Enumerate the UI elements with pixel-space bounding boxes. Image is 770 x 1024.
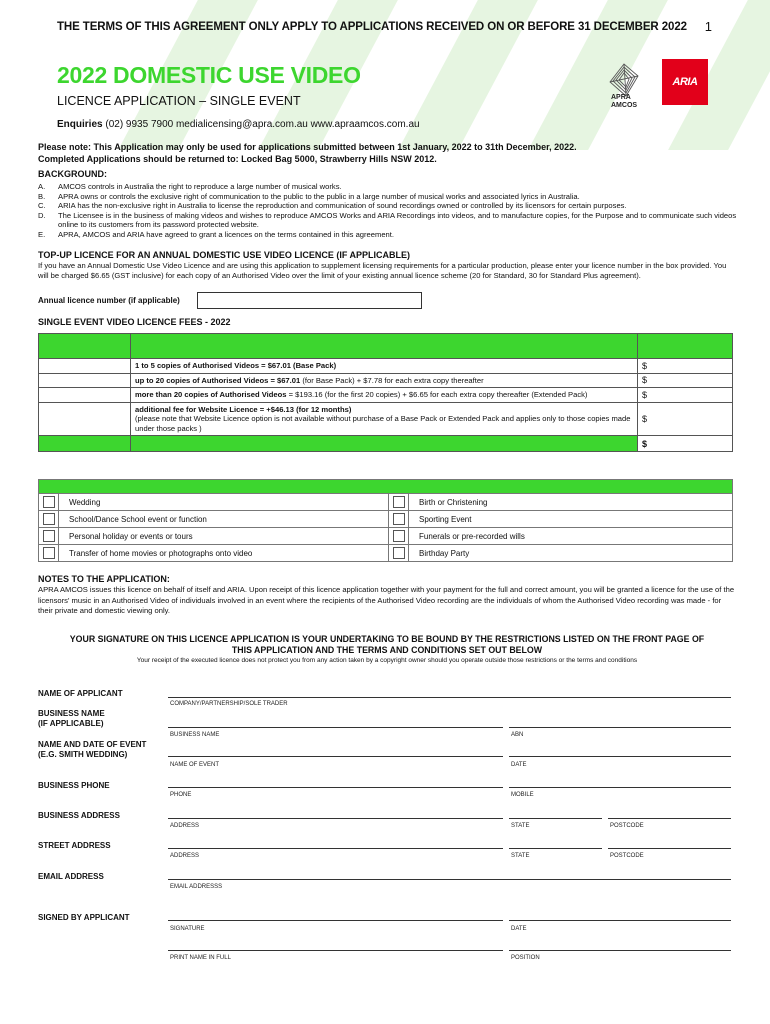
- mobile-field[interactable]: [509, 787, 731, 788]
- business-name-field[interactable]: [168, 727, 503, 728]
- fee-checkbox-cell[interactable]: [39, 388, 131, 403]
- fees-header-row: [39, 334, 733, 359]
- annual-licence-input[interactable]: [197, 292, 422, 309]
- applicant-name-field[interactable]: [168, 697, 731, 698]
- fee-checkbox-cell[interactable]: [39, 402, 131, 436]
- table-row: [39, 494, 733, 511]
- table-row: [39, 528, 733, 545]
- event-label: Transfer of home movies or photographs onto video: [59, 545, 389, 562]
- business-name-label: BUSINESS NAME (IF APPLICABLE): [38, 709, 105, 728]
- fee-amount-cell[interactable]: $: [638, 402, 733, 436]
- event-type-table: [38, 479, 733, 562]
- email-field[interactable]: [168, 879, 731, 880]
- annual-licence-label: Annual licence number (if applicable): [38, 296, 180, 305]
- fee-amount-cell[interactable]: $: [638, 359, 733, 374]
- apra-amcos-logo-text: APRA AMCOS: [611, 94, 638, 109]
- event-label: Funerals or pre-recorded wills: [409, 528, 733, 545]
- topup-body: If you have an Annual Domestic Use Video Licence and are using this application to supplement licensing requirements for a particular production, please enter your licence number in the box provided. You will be charged $6.65 (GST inclusive) for each copy of an Authorised Video over the limit of your existing annual licence scheme (20 for Standard, 30 for Standard Plus agreement).: [38, 261, 727, 280]
- event-label-field: NAME AND DATE OF EVENT (E.G. SMITH WEDDING): [38, 740, 147, 759]
- field-caption: ADDRESS: [170, 823, 200, 829]
- event-checkbox[interactable]: [393, 513, 405, 525]
- signature-field[interactable]: [168, 920, 503, 921]
- business-postcode-field[interactable]: [608, 818, 731, 819]
- enquiries-label: Enquiries: [57, 119, 103, 130]
- notes-body: APRA AMCOS issues this licence on behalf of itself and ARIA. Upon receipt of this licence application together with your payment for the full and correct amount, you will be granted a licence for the use of the licensors' music in an Authorised Video of individuals involved in an event where the recipients of the Authorised Video recording are the individuals of whom the Authorised Video recording was made - for their private and domestic viewing only.: [38, 585, 735, 615]
- field-caption: COMPANY/PARTNERSHIP/SOLE TRADER: [170, 701, 288, 707]
- abn-field[interactable]: [509, 727, 731, 728]
- street-address-field[interactable]: [168, 848, 503, 849]
- event-checkbox[interactable]: [393, 530, 405, 542]
- list-item: D. The Licensee is in the business of making videos and wishes to reproduce AMCOS Works and ARIA Recordings into videos, and to manufacture copies, for the Purpose and to communicate such videos online to its customers from its password protected website.: [38, 210, 737, 230]
- signature-date-field[interactable]: [509, 920, 731, 921]
- signed-by-applicant-label: SIGNED BY APPLICANT: [38, 913, 130, 922]
- fees-heading: SINGLE EVENT VIDEO LICENCE FEES - 2022: [38, 317, 231, 327]
- fee-checkbox-cell[interactable]: [39, 373, 131, 388]
- background-list: [38, 182, 738, 240]
- field-caption: BUSINESS NAME: [170, 732, 220, 738]
- field-caption: ADDRESS: [170, 853, 200, 859]
- field-caption: DATE: [511, 926, 527, 932]
- field-caption: POSTCODE: [610, 823, 644, 829]
- event-label: Wedding: [59, 494, 389, 511]
- email-address-label: EMAIL ADDRESS: [38, 872, 104, 881]
- event-checkbox[interactable]: [393, 547, 405, 559]
- field-caption: STATE: [511, 823, 530, 829]
- event-label: Birth or Christening: [409, 494, 733, 511]
- table-row: [39, 545, 733, 562]
- event-label: Personal holiday or events or tours: [59, 528, 389, 545]
- event-label: Birthday Party: [409, 545, 733, 562]
- business-address-label: BUSINESS ADDRESS: [38, 811, 120, 820]
- field-caption: DATE: [511, 762, 527, 768]
- street-address-label: STREET ADDRESS: [38, 841, 111, 850]
- table-row: more than 20 copies of Authorised Videos = $193.16 (for the first 20 copies) + $6.65 for each extra copy thereafter (Extended Pack) $: [39, 388, 733, 403]
- event-checkbox[interactable]: [43, 530, 55, 542]
- list-item: E. APRA, AMCOS and ARIA have agreed to grant a licences on the terms contained in this agreement.: [38, 229, 395, 239]
- document-title: 2022 DOMESTIC USE VIDEO: [57, 62, 361, 88]
- application-note: Please note: This Application may only be used for applications submitted between 1st January, 2022 to 31th December, 2022. Completed Applications should be returned to: Locked Bag 5000, Strawberry Hills NSW 2012.: [38, 142, 577, 164]
- fees-table: [38, 333, 733, 452]
- name-of-applicant-label: NAME OF APPLICANT: [38, 689, 123, 698]
- table-row: 1 to 5 copies of Authorised Videos = $67.01 (Base Pack) $: [39, 359, 733, 374]
- field-caption: MOBILE: [511, 792, 534, 798]
- list-item: C. ARIA has the non-exclusive right in Australia to license the reproduction and communication of sound recordings owned or controlled by its licensors for certain purposes.: [38, 201, 627, 211]
- list-item: A. AMCOS controls in Australia the right to reproduce a large number of musical works.: [38, 182, 342, 191]
- signature-undertaking: YOUR SIGNATURE ON THIS LICENCE APPLICATION IS YOUR UNDERTAKING TO BE BOUND BY THE RESTRICTIONS LISTED ON THE FRONT PAGE OF THIS APPLICATION AND THE TERMS AND CONDITIONS SET OUT BELOW: [69, 634, 705, 655]
- fee-amount-cell[interactable]: $: [638, 388, 733, 403]
- event-date-field[interactable]: [509, 756, 731, 757]
- field-caption: POSITION: [511, 955, 540, 961]
- enquiries-contacts: (02) 9935 7900 medialicensing@apra.com.au www.apraamcos.com.au: [105, 119, 420, 130]
- event-label: School/Dance School event or function: [59, 511, 389, 528]
- field-caption: ABN: [511, 732, 524, 738]
- field-caption: PHONE: [170, 792, 192, 798]
- event-checkbox[interactable]: [393, 496, 405, 508]
- aria-logo: ARIA: [662, 59, 708, 105]
- event-header-row: [39, 480, 733, 494]
- notes-heading: NOTES TO THE APPLICATION:: [38, 574, 170, 584]
- enquiries-line: [57, 119, 420, 130]
- event-label: Sporting Event: [409, 511, 733, 528]
- position-field[interactable]: [509, 950, 731, 951]
- fees-total-row: [39, 436, 733, 452]
- business-phone-label: BUSINESS PHONE: [38, 781, 110, 790]
- field-caption: STATE: [511, 853, 530, 859]
- field-caption: EMAIL ADDRESSS: [170, 884, 223, 890]
- list-item: B. APRA owns or controls the exclusive right of communication to the public to the public in a large number of musical works and associated lyrics in Australia.: [38, 191, 580, 201]
- street-state-field[interactable]: [509, 848, 602, 849]
- business-address-field[interactable]: [168, 818, 503, 819]
- event-checkbox[interactable]: [43, 496, 55, 508]
- signature-disclaimer: Your receipt of the executed licence does not protect you from any action taken by a copyright owner should you operate outside those restrictions or the terms and conditions: [136, 657, 638, 664]
- fee-checkbox-cell[interactable]: [39, 359, 131, 374]
- event-name-field[interactable]: [168, 756, 503, 757]
- table-row: up to 20 copies of Authorised Videos = $67.01 (for Base Pack) + $7.78 for each extra copy thereafter $: [39, 373, 733, 388]
- field-caption: NAME OF EVENT: [170, 762, 220, 768]
- table-row: additional fee for Website Licence = +$46.13 (for 12 months) (please note that Website Licence option is not available without purchase of a Base Pack or Extended Pack and applies only to those copies made under those packs ) $: [39, 402, 733, 436]
- print-name-field[interactable]: [168, 950, 503, 951]
- table-row: [39, 511, 733, 528]
- street-postcode-field[interactable]: [608, 848, 731, 849]
- topup-heading: TOP-UP LICENCE FOR AN ANNUAL DOMESTIC USE VIDEO LICENCE (IF APPLICABLE): [38, 250, 411, 260]
- background-heading: BACKGROUND:: [38, 169, 107, 179]
- field-caption: PRINT NAME IN FULL: [170, 955, 231, 961]
- phone-field[interactable]: [168, 787, 503, 788]
- field-caption: SIGNATURE: [170, 926, 205, 932]
- field-caption: POSTCODE: [610, 853, 644, 859]
- page-number: 1: [704, 19, 712, 34]
- fee-amount-cell[interactable]: $: [638, 373, 733, 388]
- event-checkbox[interactable]: [43, 547, 55, 559]
- document-subtitle: LICENCE APPLICATION – SINGLE EVENT: [57, 94, 301, 108]
- business-state-field[interactable]: [509, 818, 602, 819]
- terms-notice: THE TERMS OF THIS AGREEMENT ONLY APPLY TO APPLICATIONS RECEIVED ON OR BEFORE 31 DECEMBER 2022: [57, 21, 687, 33]
- event-checkbox[interactable]: [43, 513, 55, 525]
- fee-total-cell[interactable]: $: [638, 436, 733, 452]
